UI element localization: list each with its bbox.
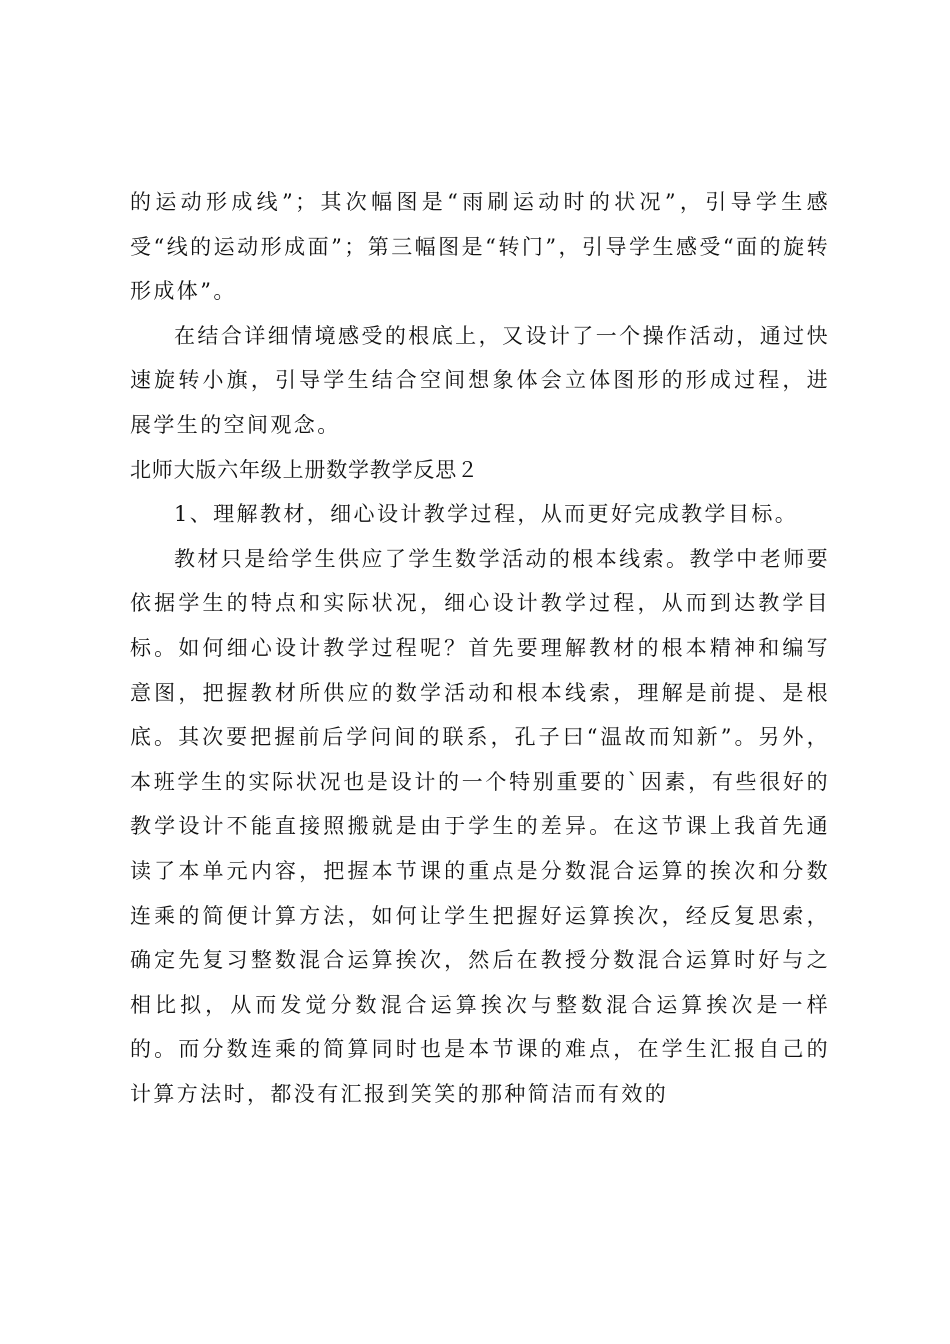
paragraph-point-one: 1、理解教材，细心设计教学过程，从而更好完成教学目标。 — [174, 502, 799, 527]
section-heading: 北师大版六年级上册数学教学反思２ — [130, 457, 479, 482]
paragraph-textbook-reflection: 教材只是给学生供应了学生数学活动的根本线索。教学中老师要依据学生的特点和实际状况，细心设计教学过程，从而到达教学目标。如何细心设计教学过程呢？首先要理解教材的根本精神和编写意图，把握教材所供应的数学活动和根本线索，理解是前提、是根底。其次要把握前后学问间的联系，孔子曰“温故而知新”。另外，本班学生的实际状况也是设计的一个特别重要的`因素，有些很好的教学设计不能直接照搬就是由于学生的差异。在这节课上我首先通读了本单元内容，把握本节课的重点是分数混合运算的挨次和分数连乘的简便计算方法，如何让学生把握好运算挨次，经反复思索，确定先复习整数混合运算挨次，然后在教授分数混合运算时好与之相比拟，从而发觉分数混合运算挨次与整数混合运算挨次是一样的。而分数连乘的简算同时也是本节课的难点，在学生汇报自己的计算方法时，都没有汇报到笑笑的那种简洁而有效的 — [130, 546, 830, 1106]
paragraph-operation-activity: 在结合详细情境感受的根底上，又设计了一个操作活动，通过快速旋转小旗，引导学生结合空间想象体会立体图形的形成过程，进展学生的空间观念。 — [130, 323, 830, 437]
document-page — [130, 180, 830, 1116]
paragraph-shapes-formation: 的运动形成线”；其次幅图是“雨刷运动时的状况”，引导学生感受“线的运动形成面”；第三幅图是“转门”，引导学生感受“面的旋转形成体”。 — [130, 190, 830, 304]
